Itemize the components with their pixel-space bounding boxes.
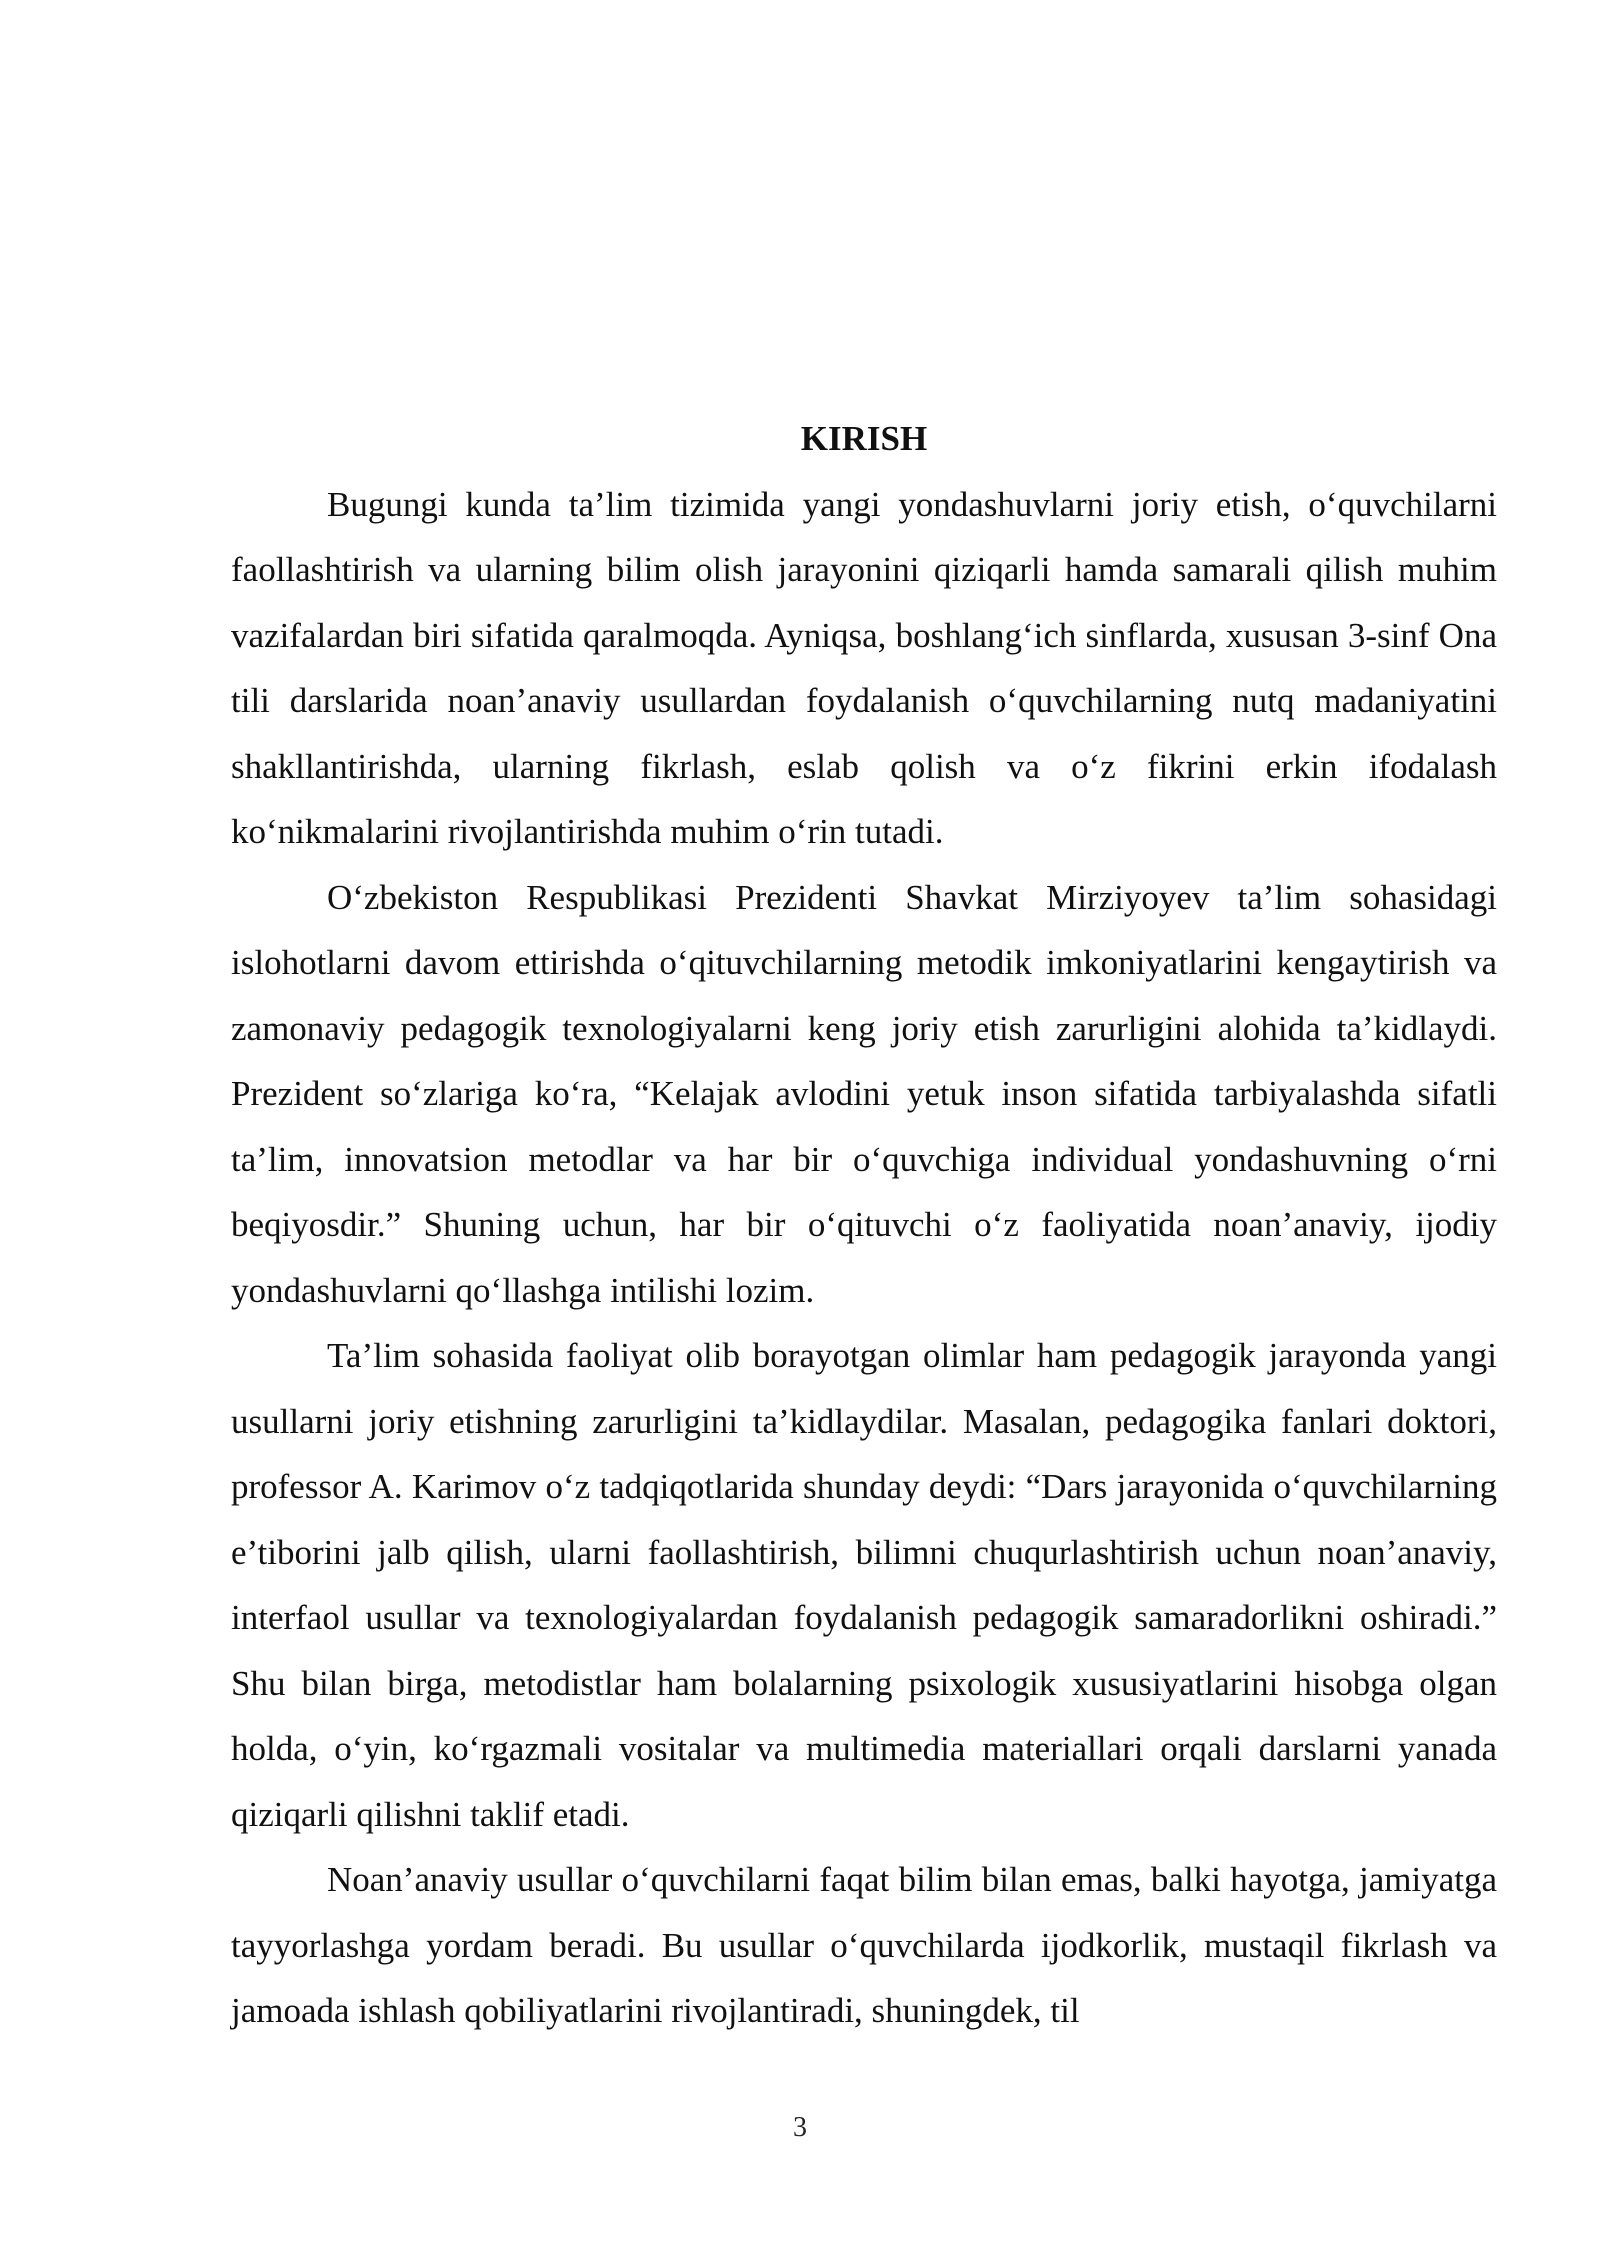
paragraph-4: Noan’anaviy usullar o‘quvchilarni faqat bilim bilan emas, balki hayotga, jamiyatga tayyorlashga yordam beradi. Bu usullar o‘quvchilarda ijodkorlik, mustaqil fikrlash va jamoada ishlash qobiliyatlarini rivojlantiradi, shuningdek, til <box>231 1860 1497 2030</box>
page-content <box>231 406 1497 2044</box>
section-title: KIRISH <box>800 419 928 458</box>
paragraph-1: Bugungi kunda ta’lim tizimida yangi yondashuvlarni joriy etish, o‘quvchilarni faollashtirish va ularning bilim olish jarayonini qiziqarli hamda samarali qilish muhim vazifalardan biri sifatida qaralmoqda. Ayniqsa, boshlang‘ich sinflarda, xususan 3-sinf Ona tili darslarida noan’anaviy usullardan foydalanish o‘quvchilarning nutq madaniyatini shakllantirishda, ularning fikrlash, eslab qolish va o‘z fikrini erkin ifodalash ko‘nikmalarini rivojlantirishda muhim o‘rin tutadi. <box>231 484 1497 851</box>
paragraph-3: Ta’lim sohasida faoliyat olib borayotgan olimlar ham pedagogik jarayonda yangi usullarni joriy etishning zarurligini ta’kidlaydilar. Masalan, pedagogika fanlari doktori, professor A. Karimov o‘z tadqiqotlarida shunday deydi: “Dars jarayonida o‘quvchilarning e’tiborini jalb qilish, ularni faollashtirish, bilimni chuqurlashtirish uchun noan’anaviy, interfaol usullar va texnologiyalardan foydalanish pedagogik samaradorlikni oshiradi.” Shu bilan birga, metodistlar ham bolalarning psixologik xususiyatlarini hisobga olgan holda, o‘yin, ko‘rgazmali vositalar va multimedia materiallari orqali darslarni yanada qiziqarli qilishni taklif etadi. <box>231 1336 1497 1834</box>
paragraph-2: O‘zbekiston Respublikasi Prezidenti Shavkat Mirziyoyev ta’lim sohasidagi islohotlarni davom ettirishda o‘qituvchilarning metodik imkoniyatlarini kengaytirish va zamonaviy pedagogik texnologiyalarni keng joriy etish zarurligini alohida ta’kidlaydi. Prezident so‘zlariga ko‘ra, “Kelajak avlodini yetuk inson sifatida tarbiyalashda sifatli ta’lim, innovatsion metodlar va har bir o‘quvchiga individual yondashuvning o‘rni beqiyosdir.” Shuning uchun, har bir o‘qituvchi o‘z faoliyatida noan’anaviy, ijodiy yondashuvlarni qo‘llashga intilishi lozim. <box>231 877 1497 1310</box>
page-number: 3 <box>793 2112 807 2143</box>
